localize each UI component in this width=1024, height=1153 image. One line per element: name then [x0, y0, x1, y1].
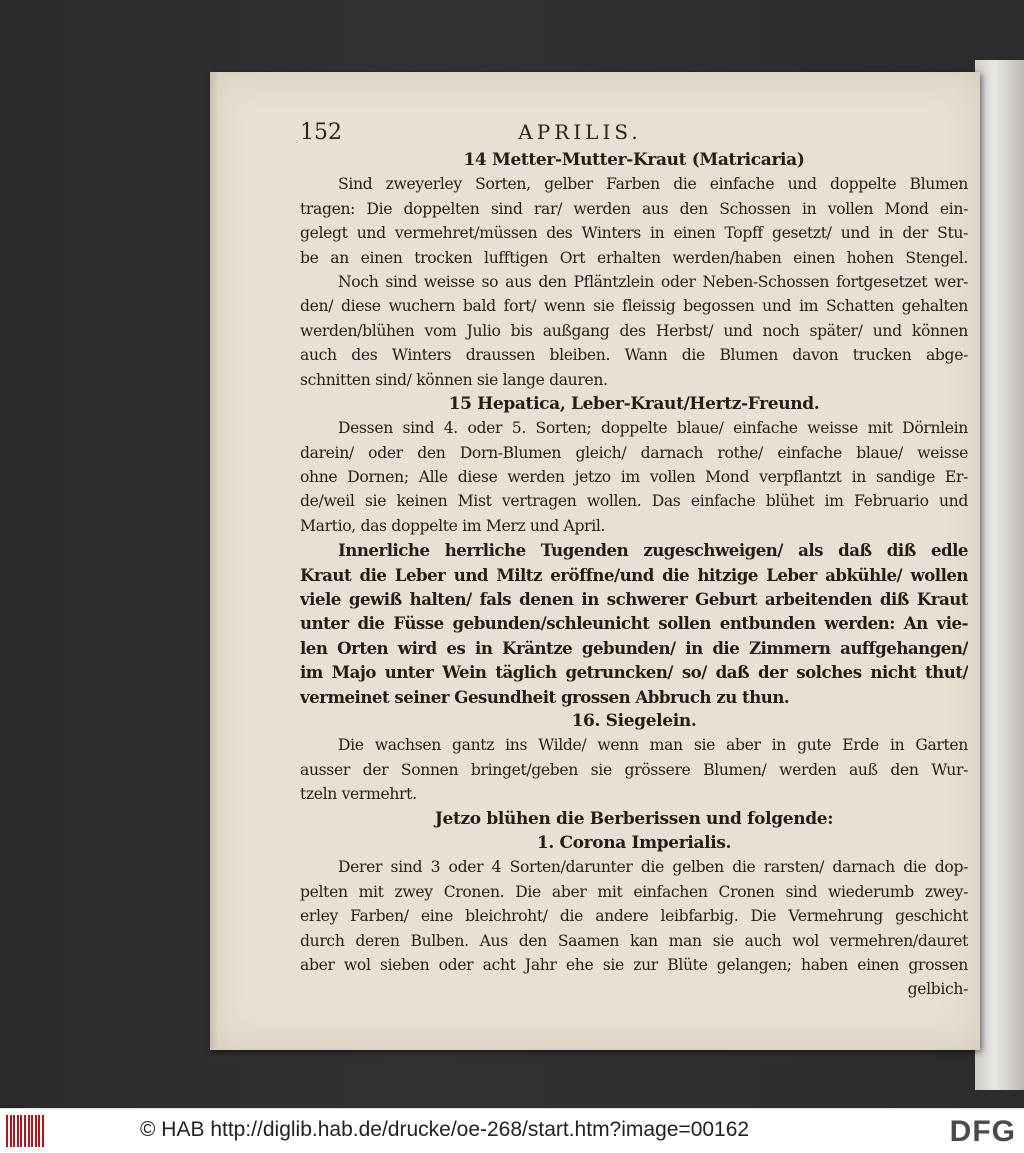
text-line: pelten mit zwey Cronen. Die aber mit einfachen Cronen sind wiederumb zwey- [300, 882, 968, 901]
text-line: ausser der Sonnen bringet/geben sie grössere Blumen/ werden auß den Wur- [300, 760, 968, 779]
hab-logo[interactable] [6, 1115, 46, 1147]
text-line: Derer sind 3 oder 4 Sorten/darunter die gelben die rarsten/ darnach die dop- [338, 858, 968, 877]
text-line: Martio, das doppelte im Merz und April. [300, 516, 606, 535]
text-line: viele gewiß halten/ fals denen in schwerer Geburt arbeitenden diß Kraut [300, 589, 968, 610]
text-line: Sind zweyerley Sorten, gelber Farben die einfache und doppelte Blumen [338, 175, 968, 194]
text-line: be an einen trocken lufftigen Ort erhalten werden/haben einen hohen Stengel. [300, 248, 968, 267]
page-number: 152 [300, 120, 342, 145]
text-line: len Orten wird es in Kräntze gebunden/ in die Zimmern auffgehangen/ [300, 637, 968, 658]
book-page [210, 72, 980, 1050]
text-line: de/weil sie keinen Mist vertragen wollen. Das einfache blühet im Februario und [300, 492, 968, 511]
text-line: gelegt und vermehret/müssen des Winters in einen Topff gesetzt/ und in der Stu- [300, 224, 968, 243]
text-line: Innerliche herrliche Tugenden zugeschweigen/ als daß diß edle [338, 540, 968, 561]
text-line: unter die Füsse gebunden/schleunicht sollen entbunden werden: An vie- [300, 613, 968, 634]
text-line: gelbich- [907, 980, 968, 999]
text-line: Jetzo blühen die Berberissen und folgende: [434, 808, 834, 829]
running-head: APRILIS. [518, 120, 642, 144]
text-line: vermeinet seiner Gesundheit grossen Abbruch zu thun. [300, 686, 790, 707]
dfg-logo[interactable]: DFG [949, 1115, 1016, 1148]
text-line: schnitten sind/ können sie lange dauren. [300, 370, 608, 389]
source-credit-link[interactable]: © HAB http://diglib.hab.de/drucke/oe-268/start.htm?image=00162 [140, 1118, 750, 1141]
text-line: erley Farben/ eine bleichroht/ die andere leibfarbig. Die Vermehrung geschicht [300, 907, 968, 926]
text-line: Dessen sind 4. oder 5. Sorten; doppelte blaue/ einfache weisse mit Dörnlein [338, 419, 968, 438]
text-line: den/ diese wuchern bald fort/ wenn sie fleissig begossen und im Schatten gehalten [300, 297, 968, 316]
text-line: durch deren Bulben. Aus den Saamen kan man sie auch wol vermehren/dauret [300, 931, 968, 950]
text-line: darein/ oder den Dorn-Blumen gleich/ darnach rothe/ einfache blaue/ weisse [300, 443, 968, 462]
text-line: im Majo unter Wein täglich getruncken/ so/ daß der solches nicht thut/ [300, 662, 968, 683]
page-text [300, 148, 968, 1002]
text-line: werden/blühen vom Julio bis außgang des Herbst/ und noch später/ und können [300, 321, 968, 340]
text-line: auch des Winters draussen bleiben. Wann die Blumen davon trucken abge- [300, 346, 968, 365]
text-line: 16. Siegelein. [571, 710, 697, 731]
text-line: ohne Dornen; Alle diese werden jetzo im vollen Mond verpflantzt in sandige Er- [300, 468, 968, 487]
text-line: Kraut die Leber und Miltz eröffne/und die hitzige Leber abkühle/ wollen [300, 564, 968, 585]
text-line: 14 Metter-Mutter-Kraut (Matricaria) [463, 150, 805, 170]
adjacent-page-edge [975, 60, 1024, 1090]
text-line: aber wol sieben oder acht Jahr ehe sie zur Blüte gelangen; haben einen grossen [300, 955, 968, 974]
text-line: tragen: Die doppelten sind rar/ werden aus den Schossen in vollen Mond ein- [300, 199, 968, 218]
page-header [300, 120, 980, 150]
text-line: 15 Hepatica, Leber-Kraut/Hertz-Freund. [448, 393, 820, 414]
text-line: 1. Corona Imperialis. [536, 832, 732, 853]
footer-bar [0, 1108, 1024, 1153]
text-line: tzeln vermehrt. [300, 785, 417, 804]
text-line: Die wachsen gantz ins Wilde/ wenn man sie aber in gute Erde in Garten [338, 736, 968, 755]
text-line: Noch sind weisse so aus den Pfläntzlein oder Neben-Schossen fortgesetzet wer- [338, 272, 968, 291]
